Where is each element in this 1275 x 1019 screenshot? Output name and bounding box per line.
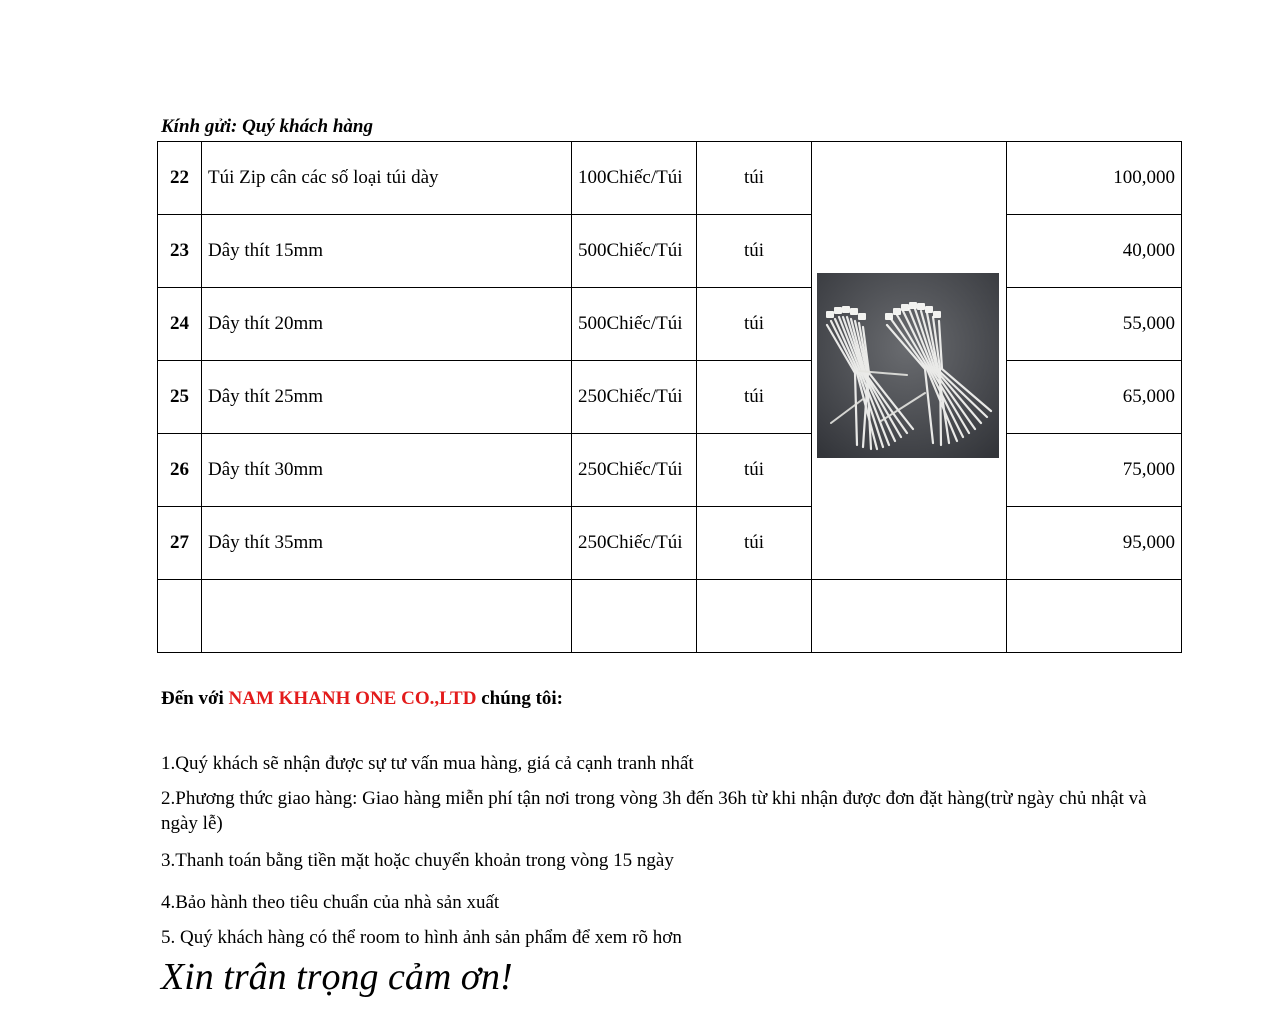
row-number: 25	[158, 361, 202, 434]
company-name: NAM KHANH ONE CO.,LTD	[228, 688, 477, 709]
table-row	[158, 361, 1182, 434]
pack-size: 100Chiếc/Túi	[572, 142, 697, 215]
closing-thanks: Xin trân trọng cảm ơn!	[161, 956, 513, 998]
pack-size: 250Chiếc/Túi	[572, 507, 697, 580]
price: 95,000	[1007, 507, 1182, 580]
empty-row	[158, 580, 1182, 653]
row-number: 26	[158, 434, 202, 507]
product-name: Dây thít 15mm	[202, 215, 572, 288]
table-row	[158, 288, 1182, 361]
price: 55,000	[1007, 288, 1182, 361]
empty-cell	[697, 580, 812, 653]
table-row	[158, 215, 1182, 288]
price-table	[157, 141, 1182, 653]
empty-cell	[1007, 580, 1182, 653]
pack-size: 250Chiếc/Túi	[572, 361, 697, 434]
row-number: 27	[158, 507, 202, 580]
pack-size: 500Chiếc/Túi	[572, 288, 697, 361]
empty-cell	[572, 580, 697, 653]
product-name: Dây thít 30mm	[202, 434, 572, 507]
price: 75,000	[1007, 434, 1182, 507]
benefit-item: 2.Phương thức giao hàng: Giao hàng miễn phí tận nơi trong vòng 3h đến 36h từ khi nhận được đơn đặt hàng(trừ ngày chủ nhật và ngày lễ)	[161, 788, 1147, 834]
cable-ties-photo[interactable]	[817, 273, 999, 458]
pack-size: 250Chiếc/Túi	[572, 434, 697, 507]
product-name: Dây thít 25mm	[202, 361, 572, 434]
row-number: 23	[158, 215, 202, 288]
empty-cell	[812, 580, 1007, 653]
product-image-cell	[812, 215, 1007, 580]
intro-suffix: chúng tôi:	[481, 688, 564, 709]
intro-prefix: Đến với	[161, 688, 224, 709]
unit: túi	[697, 507, 812, 580]
row-number: 24	[158, 288, 202, 361]
pack-size: 500Chiếc/Túi	[572, 215, 697, 288]
benefit-item: 3.Thanh toán bằng tiền mặt hoặc chuyển khoản trong vòng 15 ngày	[161, 850, 674, 871]
product-name: Dây thít 20mm	[202, 288, 572, 361]
unit: túi	[697, 215, 812, 288]
unit: túi	[697, 142, 812, 215]
unit: túi	[697, 288, 812, 361]
greeting: Kính gửi: Quý khách hàng	[161, 116, 373, 137]
benefit-item: 1.Quý khách sẽ nhận được sự tư vấn mua hàng, giá cả cạnh tranh nhất	[161, 753, 694, 774]
table-row	[158, 434, 1182, 507]
benefit-item: 4.Bảo hành theo tiêu chuẩn của nhà sản xuất	[161, 892, 500, 913]
price: 40,000	[1007, 215, 1182, 288]
row-number: 22	[158, 142, 202, 215]
product-name: Dây thít 35mm	[202, 507, 572, 580]
price: 100,000	[1007, 142, 1182, 215]
table-row	[158, 507, 1182, 580]
empty-cell	[158, 580, 202, 653]
empty-cell	[202, 580, 572, 653]
unit: túi	[697, 434, 812, 507]
product-name: Túi Zip cân các số loại túi dày	[202, 142, 572, 215]
unit: túi	[697, 361, 812, 434]
company-intro	[161, 688, 563, 710]
image-cell	[812, 142, 1007, 215]
price: 65,000	[1007, 361, 1182, 434]
benefit-item: 5. Quý khách hàng có thể room to hình ảnh sản phẩm để xem rõ hơn	[161, 927, 682, 948]
table-row	[158, 142, 1182, 215]
